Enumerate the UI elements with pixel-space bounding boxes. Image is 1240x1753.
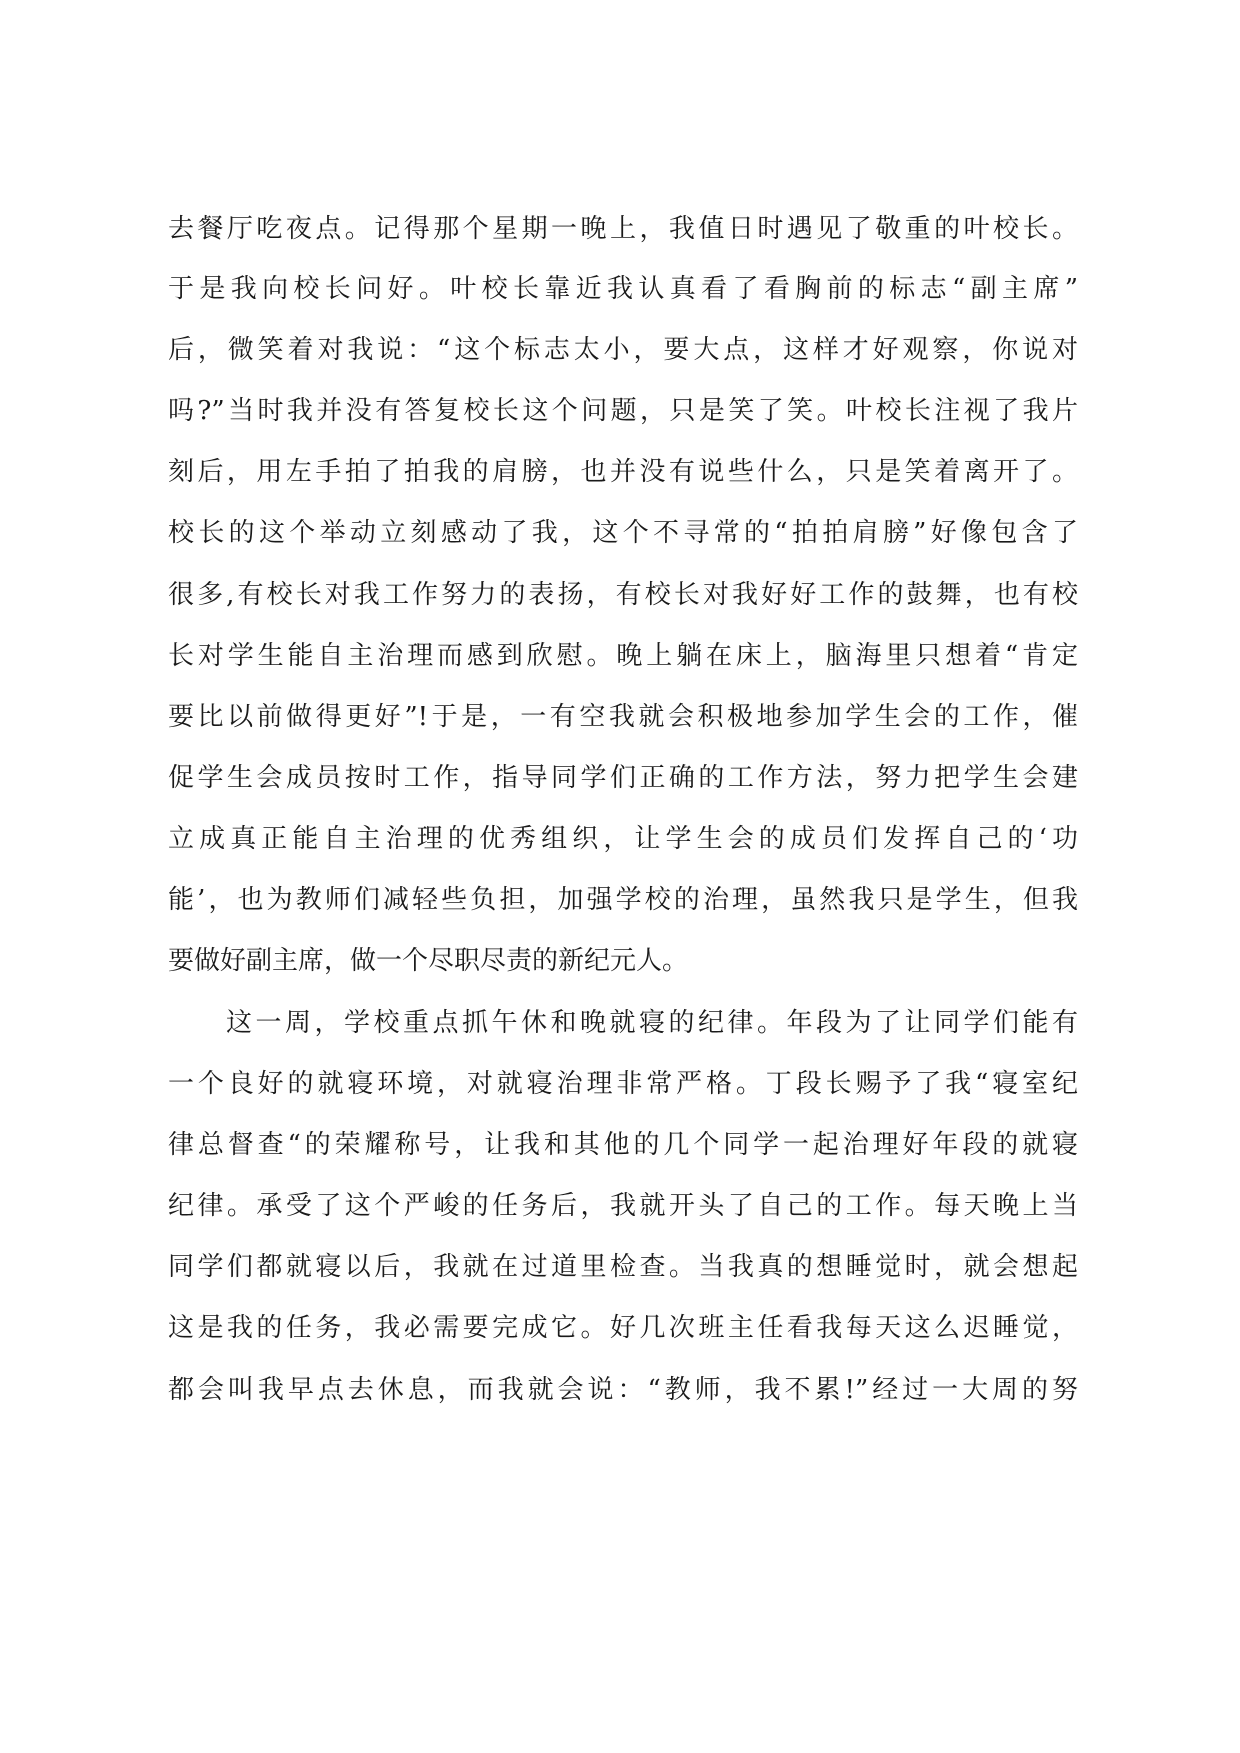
- text-line: 立成真正能自主治理的优秀组织，让学生会的成员们发挥自己的‘功: [168, 824, 1078, 854]
- text-line: 律总督查“的荣耀称号，让我和其他的几个同学一起治理好年段的就寝: [168, 1130, 1078, 1160]
- text-line: 能’，也为教师们减轻些负担，加强学校的治理，虽然我只是学生，但我: [168, 885, 1078, 915]
- text-line: 要做好副主席，做一个尽职尽责的新纪元人。: [168, 946, 689, 976]
- text-line: 都会叫我早点去休息，而我就会说：“教师，我不累!”经过一大周的努: [168, 1375, 1078, 1405]
- text-line: 后，微笑着对我说：“这个标志太小，要大点，这样才好观察，你说对: [168, 335, 1078, 365]
- text-line: 同学们都就寝以后，我就在过道里检查。当我真的想睡觉时，就会想起: [168, 1252, 1078, 1282]
- text-line: 刻后，用左手拍了拍我的肩膀，也并没有说些什么，只是笑着离开了。: [168, 457, 1078, 487]
- text-line: 于是我向校长问好。叶校长靠近我认真看了看胸前的标志“副主席”: [168, 274, 1078, 304]
- text-line: 纪律。承受了这个严峻的任务后，我就开头了自己的工作。每天晚上当: [168, 1191, 1078, 1221]
- text-line: 很多,有校长对我工作努力的表扬，有校长对我好好工作的鼓舞，也有校: [168, 580, 1078, 610]
- text-line: 校长的这个举动立刻感动了我，这个不寻常的“拍拍肩膀”好像包含了: [168, 518, 1078, 548]
- text-line: 这是我的任务，我必需要完成它。好几次班主任看我每天这么迟睡觉，: [168, 1313, 1078, 1343]
- text-line: 促学生会成员按时工作，指导同学们正确的工作方法，努力把学生会建: [168, 763, 1078, 793]
- text-line: 吗?”当时我并没有答复校长这个问题，只是笑了笑。叶校长注视了我片: [168, 396, 1078, 426]
- text-line: 要比以前做得更好”!于是，一有空我就会积极地参加学生会的工作，催: [168, 702, 1078, 732]
- text-line: 这一周，学校重点抓午休和晚就寝的纪律。年段为了让同学们能有: [226, 1008, 1078, 1038]
- text-line: 一个良好的就寝环境，对就寝治理非常严格。丁段长赐予了我“寝室纪: [168, 1069, 1078, 1099]
- text-line: 去餐厅吃夜点。记得那个星期一晚上，我值日时遇见了敬重的叶校长。: [168, 214, 1078, 244]
- text-line: 长对学生能自主治理而感到欣慰。晚上躺在床上，脑海里只想着“肯定: [168, 641, 1078, 671]
